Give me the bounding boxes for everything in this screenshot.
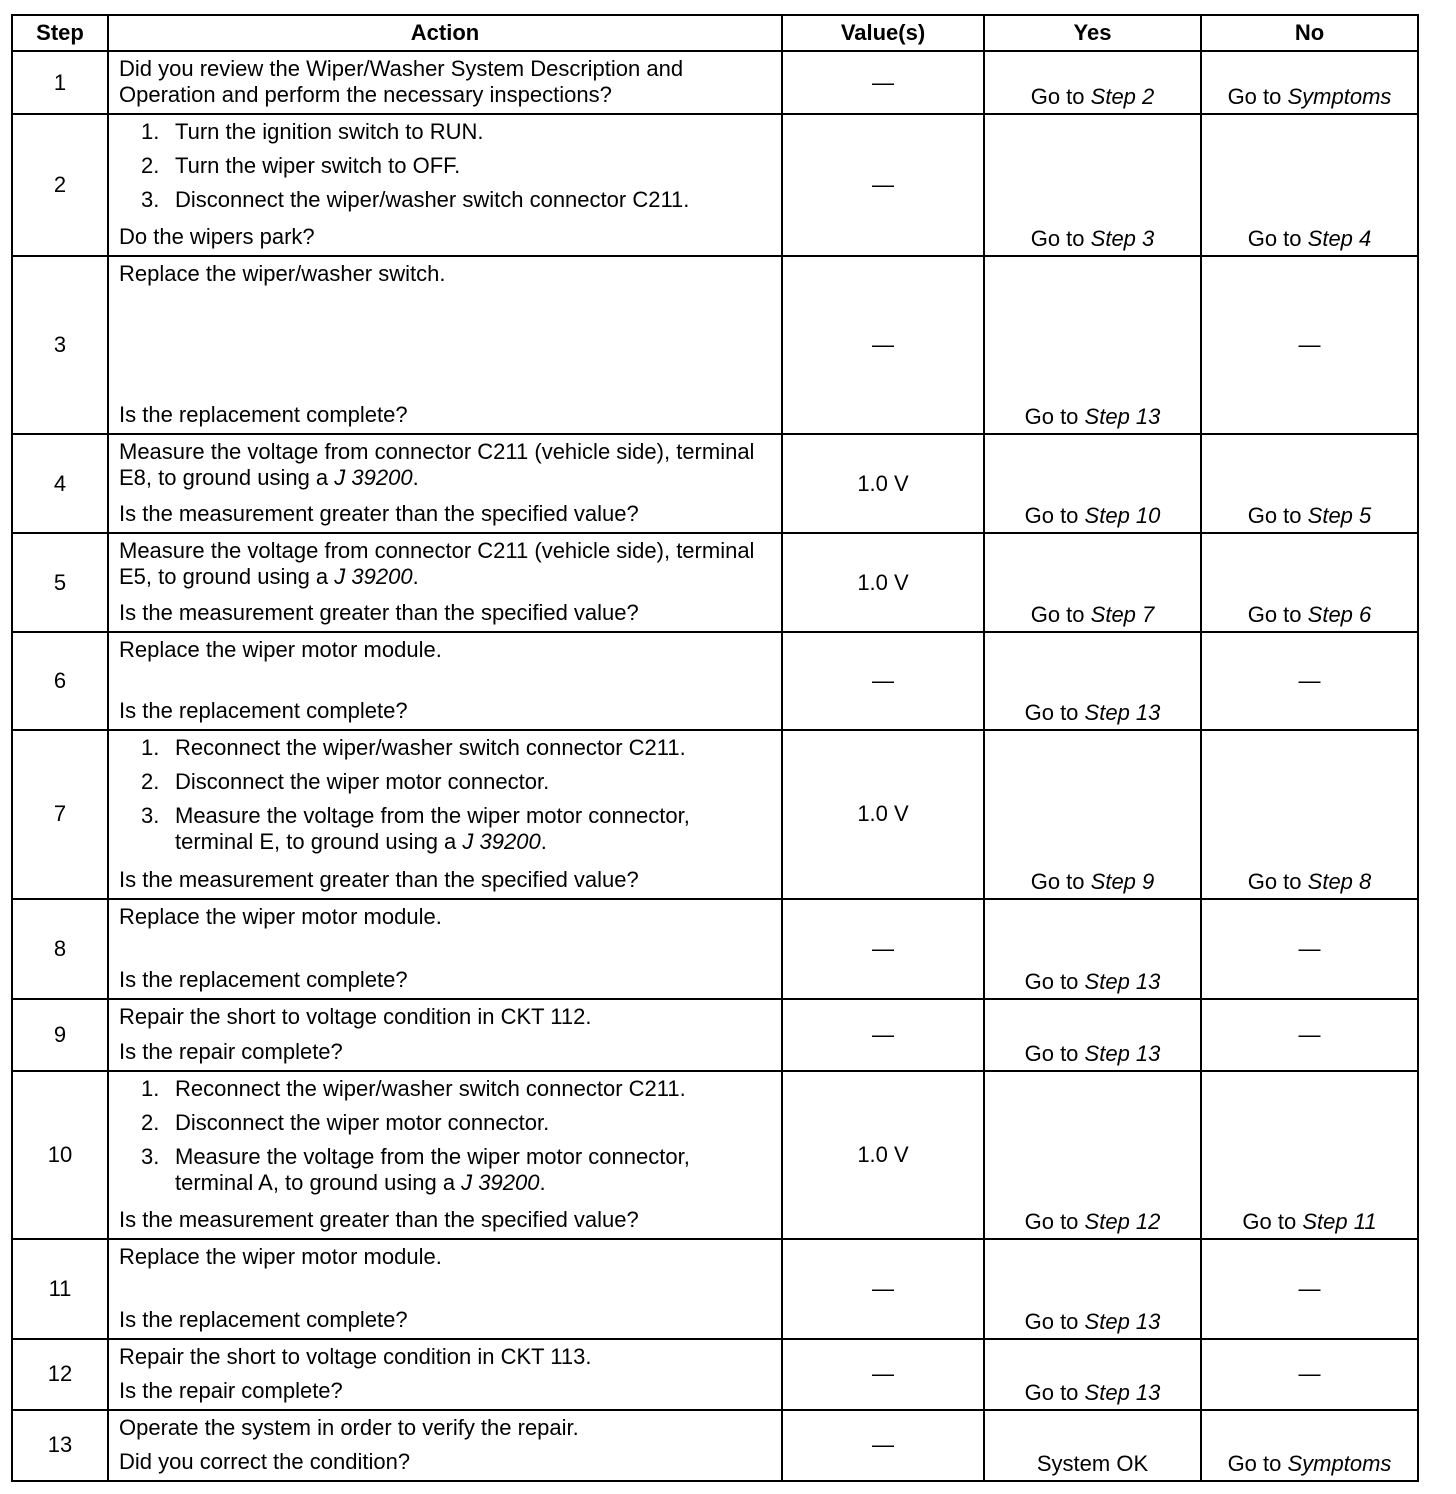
- no-cell: —: [1201, 1239, 1418, 1339]
- question-text: Is the measurement greater than the specified value?: [119, 866, 639, 892]
- no-target: Step 6: [1307, 602, 1372, 628]
- action-text-part: .: [412, 465, 419, 491]
- go-to-label: Go to: [1242, 1208, 1297, 1234]
- no-cell: [1201, 1410, 1418, 1481]
- no-cell: —: [1201, 256, 1418, 434]
- yes-target: Step 13: [1084, 968, 1161, 994]
- table-row: [12, 632, 1418, 730]
- value-cell: —: [782, 1339, 984, 1410]
- list-item: 2. Turn the wiper switch to OFF.: [141, 153, 461, 179]
- list-item-text: Disconnect the wiper/washer switch connector C211.: [175, 187, 690, 213]
- tool-ref: J 39200: [461, 1169, 540, 1195]
- no-target: Symptoms: [1287, 84, 1392, 110]
- action-cell: [108, 730, 782, 898]
- step-number: 12: [12, 1339, 108, 1410]
- yes-cell: [984, 1239, 1201, 1339]
- question-text: Is the replacement complete?: [119, 698, 408, 724]
- action-text: Repair the short to voltage condition in CKT 113.: [119, 1343, 592, 1369]
- go-to-label: Go to: [1247, 226, 1302, 252]
- action-cell: [108, 434, 782, 533]
- yes-cell: [984, 256, 1201, 434]
- list-item-text: Disconnect the wiper motor connector.: [175, 769, 550, 795]
- yes-cell: [984, 899, 1201, 999]
- yes-target: Step 7: [1090, 602, 1155, 628]
- header-yes: Yes: [984, 15, 1201, 51]
- no-target: Step 4: [1307, 226, 1372, 252]
- value-cell: —: [782, 999, 984, 1071]
- action-cell: [108, 533, 782, 632]
- action-cell: [108, 256, 782, 434]
- no-target: Symptoms: [1287, 1451, 1392, 1476]
- no-cell: [1201, 1071, 1418, 1239]
- no-cell: —: [1201, 899, 1418, 999]
- value-cell: 1.0 V: [782, 434, 984, 533]
- list-item: 1. Reconnect the wiper/washer switch connector C211.: [141, 1075, 686, 1101]
- list-item-text: Turn the ignition switch to RUN.: [175, 119, 484, 145]
- go-to-label: Go to: [1024, 968, 1079, 994]
- yes-cell: System OK: [984, 1410, 1201, 1481]
- table-row: [12, 434, 1418, 533]
- go-to-label: Go to: [1024, 700, 1079, 726]
- list-item-text: Measure the voltage from the wiper motor connector, terminal A, to ground using a: [175, 1143, 690, 1195]
- yes-target: Step 2: [1090, 84, 1155, 110]
- yes-cell: [984, 114, 1201, 256]
- table-row: [12, 899, 1418, 999]
- no-cell: [1201, 51, 1418, 114]
- no-target: Step 11: [1302, 1208, 1377, 1234]
- diagnostic-table: [11, 14, 1419, 1482]
- action-cell: [108, 1071, 782, 1239]
- yes-target: Step 12: [1084, 1208, 1161, 1234]
- step-number: 7: [12, 730, 108, 898]
- list-item-text: Disconnect the wiper motor connector.: [175, 1109, 550, 1135]
- no-target: Step 5: [1307, 503, 1372, 529]
- value-cell: —: [782, 899, 984, 999]
- step-number: 1: [12, 51, 108, 114]
- action-text: Replace the wiper/washer switch.: [119, 261, 446, 287]
- value-cell: —: [782, 114, 984, 256]
- action-cell: [108, 1239, 782, 1339]
- go-to-label: Go to: [1024, 1379, 1079, 1405]
- value-cell: 1.0 V: [782, 730, 984, 898]
- list-item: 3. Disconnect the wiper/washer switch connector C211.: [141, 187, 690, 213]
- tool-ref: J 39200: [334, 564, 413, 590]
- step-number: 8: [12, 899, 108, 999]
- list-item: 3. Measure the voltage from the wiper motor connector, terminal A, to ground using a J 39200.: [141, 1143, 690, 1195]
- action-text: Operate the system in order to verify the repair.: [119, 1414, 579, 1440]
- yes-target: Step 13: [1084, 1379, 1161, 1405]
- yes-target: Step 13: [1084, 404, 1161, 430]
- go-to-label: Go to: [1024, 1308, 1079, 1334]
- go-to-label: Go to: [1030, 602, 1085, 628]
- question-text: Is the measurement greater than the specified value?: [119, 600, 639, 626]
- no-cell: —: [1201, 1339, 1418, 1410]
- table-row: [12, 999, 1418, 1071]
- list-item-text: .: [540, 829, 547, 855]
- header-no: No: [1201, 15, 1418, 51]
- value-cell: 1.0 V: [782, 533, 984, 632]
- go-to-label: Go to: [1227, 1451, 1282, 1476]
- action-text: Replace the wiper motor module.: [119, 637, 442, 663]
- step-number: 2: [12, 114, 108, 256]
- no-target: Step 8: [1307, 868, 1372, 894]
- no-cell: [1201, 533, 1418, 632]
- yes-cell: [984, 51, 1201, 114]
- table-row: [12, 1239, 1418, 1339]
- table-row: [12, 730, 1418, 898]
- yes-target: Step 10: [1084, 503, 1161, 529]
- go-to-label: Go to: [1247, 868, 1302, 894]
- no-cell: —: [1201, 999, 1418, 1071]
- step-number: 13: [12, 1410, 108, 1481]
- go-to-label: Go to: [1024, 1040, 1079, 1066]
- yes-cell: [984, 1339, 1201, 1410]
- header-action: Action: [108, 15, 782, 51]
- value-cell: —: [782, 1239, 984, 1339]
- go-to-label: Go to: [1030, 868, 1085, 894]
- list-item-text: Reconnect the wiper/washer switch connector C211.: [175, 735, 686, 761]
- list-item-text: .: [539, 1169, 546, 1195]
- instruction-list: [119, 1076, 773, 1196]
- yes-cell: [984, 533, 1201, 632]
- yes-cell: [984, 730, 1201, 898]
- action-text: Replace the wiper motor module.: [119, 1243, 442, 1269]
- step-number: 9: [12, 999, 108, 1071]
- go-to-label: Go to: [1030, 84, 1085, 110]
- step-number: 6: [12, 632, 108, 730]
- action-cell: [108, 1339, 782, 1410]
- value-cell: —: [782, 256, 984, 434]
- value-cell: 1.0 V: [782, 1071, 984, 1239]
- no-cell: [1201, 730, 1418, 898]
- list-item-text: Measure the voltage from the wiper motor connector, terminal E, to ground using a: [175, 803, 690, 855]
- table-row: [12, 1410, 1418, 1481]
- question-text: Is the replacement complete?: [119, 402, 408, 428]
- step-number: 5: [12, 533, 108, 632]
- table-row: [12, 256, 1418, 434]
- table-row: [12, 51, 1418, 114]
- question-text: Is the repair complete?: [119, 1377, 343, 1403]
- yes-target: Step 3: [1090, 226, 1155, 252]
- value-cell: —: [782, 1410, 984, 1481]
- list-item: 2. Disconnect the wiper motor connector.: [141, 1109, 550, 1135]
- yes-target: Step 13: [1084, 1040, 1161, 1066]
- tool-ref: J 39200: [334, 465, 413, 491]
- value-cell: —: [782, 51, 984, 114]
- action-text: Did you review the Wiper/Washer System Description and Operation and perform the necessary inspections?: [119, 56, 684, 107]
- value-cell: —: [782, 632, 984, 730]
- question-text: Is the measurement greater than the specified value?: [119, 501, 639, 527]
- list-item: 2. Disconnect the wiper motor connector.: [141, 769, 550, 795]
- header-row: [12, 15, 1418, 51]
- action-text-part: .: [412, 564, 419, 590]
- go-to-label: Go to: [1024, 503, 1079, 529]
- no-cell: —: [1201, 632, 1418, 730]
- step-number: 3: [12, 256, 108, 434]
- question-text: Do the wipers park?: [119, 224, 315, 250]
- action-cell: [108, 999, 782, 1071]
- question-text: Did you correct the condition?: [119, 1449, 411, 1474]
- list-item: 1. Reconnect the wiper/washer switch connector C211.: [141, 735, 686, 761]
- list-item: 3. Measure the voltage from the wiper motor connector, terminal E, to ground using a J 39200.: [141, 803, 690, 855]
- action-cell: [108, 114, 782, 256]
- action-cell: [108, 899, 782, 999]
- tool-ref: J 39200: [462, 829, 541, 855]
- header-values: Value(s): [782, 15, 984, 51]
- list-item-text: Reconnect the wiper/washer switch connector C211.: [175, 1075, 686, 1101]
- action-text: Repair the short to voltage condition in CKT 112.: [119, 1003, 592, 1029]
- go-to-label: Go to: [1030, 226, 1085, 252]
- go-to-label: Go to: [1247, 503, 1302, 529]
- yes-target: Step 13: [1084, 700, 1161, 726]
- question-text: Is the repair complete?: [119, 1038, 343, 1064]
- go-to-label: Go to: [1227, 84, 1282, 110]
- no-cell: [1201, 114, 1418, 256]
- action-text-part: Measure the voltage from connector C211 (vehicle side), terminal E8, to ground using a: [119, 439, 755, 491]
- list-item-text: Turn the wiper switch to OFF.: [175, 153, 461, 179]
- action-text: Replace the wiper motor module.: [119, 903, 442, 929]
- yes-cell: [984, 999, 1201, 1071]
- step-number: 10: [12, 1071, 108, 1239]
- table-row: [12, 533, 1418, 632]
- yes-cell: [984, 632, 1201, 730]
- go-to-label: Go to: [1024, 404, 1079, 430]
- go-to-label: Go to: [1024, 1208, 1079, 1234]
- table-row: [12, 1071, 1418, 1239]
- header-step: Step: [12, 15, 108, 51]
- action-text: [119, 439, 773, 491]
- go-to-label: Go to: [1247, 602, 1302, 628]
- action-cell: [108, 632, 782, 730]
- question-text: Is the measurement greater than the specified value?: [119, 1206, 639, 1232]
- action-cell: [108, 1410, 782, 1481]
- yes-cell: [984, 1071, 1201, 1239]
- table-row: [12, 1339, 1418, 1410]
- action-text: [119, 538, 773, 590]
- yes-target: Step 13: [1084, 1308, 1161, 1334]
- list-item: 1. Turn the ignition switch to RUN.: [141, 119, 484, 145]
- action-text-part: Measure the voltage from connector C211 (vehicle side), terminal E5, to ground using a: [119, 538, 755, 590]
- yes-cell: [984, 434, 1201, 533]
- instruction-list: [119, 119, 773, 213]
- question-text: Is the replacement complete?: [119, 1306, 408, 1332]
- table-row: [12, 114, 1418, 256]
- question-text: Is the replacement complete?: [119, 966, 408, 992]
- no-cell: [1201, 434, 1418, 533]
- step-number: 4: [12, 434, 108, 533]
- action-cell: [108, 51, 782, 114]
- instruction-list: [119, 735, 773, 855]
- step-number: 11: [12, 1239, 108, 1339]
- yes-target: Step 9: [1090, 868, 1155, 894]
